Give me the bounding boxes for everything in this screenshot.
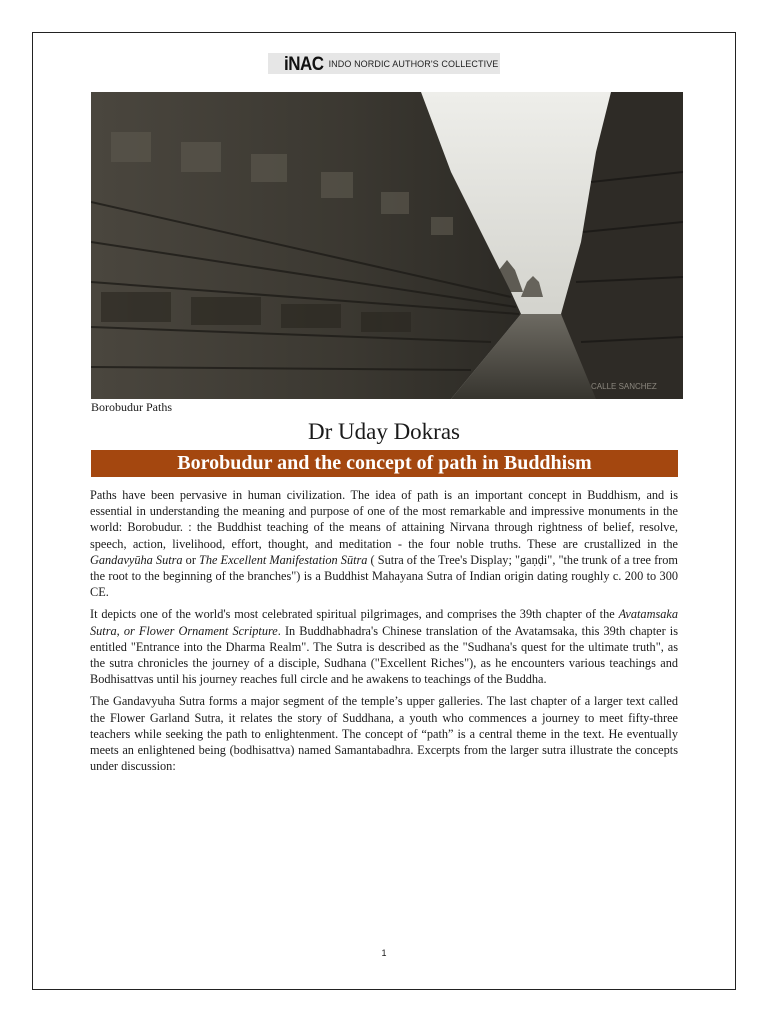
article-body [90, 487, 678, 780]
publisher-logo [268, 53, 500, 74]
text-segment: . In Buddhabhadra's Chinese translation of the Avatamsaka, this 39th chapter is entitled "Entrance into the Dharma Realm". The Sutra is described as the "Sudhana's quest for the ultimate truth", as the sutra chronicles the journey of a disciple, Sudhana ("Excellent Riches"), as he encounters various teachings and Bodhisattvas until his journey reaches full circle and he awakens to teachings of the Buddha. [90, 623, 678, 687]
logo-mark: iNAC [284, 52, 324, 74]
italic-phrase: Avatamsaka Sutra, or Flower Ornament Scripture [90, 607, 678, 638]
photo-caption: Borobudur Paths [91, 400, 172, 414]
body-paragraph [90, 487, 678, 600]
text-segment: ( Sutra of the Tree's Display; "gaṇḍi", "the trunk of a tree from the root to the beginning of the branches") is a Buddhist Mahayana Sutra of Indian origin dating roughly c. 200 to 300 CE. [90, 552, 678, 600]
borobudur-photo-illustration [91, 92, 683, 399]
page-number: 1 [381, 948, 387, 958]
italic-phrase: Gandavyūha Sutra [90, 552, 183, 567]
body-paragraph [90, 606, 678, 687]
body-paragraph [90, 693, 678, 774]
photo-watermark: CALLE SANCHEZ [591, 382, 657, 391]
text-segment: It depicts one of the world's most celebrated spiritual pilgrimages, and comprises the 39th chapter of the [90, 607, 619, 622]
article-title: Borobudur and the concept of path in Buddhism [177, 452, 592, 474]
text-segment: or [182, 552, 200, 567]
logo-text: INDO NORDIC AUTHOR'S COLLECTIVE [328, 58, 499, 69]
italic-phrase: The Excellent Manifestation Sūtra [199, 552, 368, 567]
borobudur-photo [91, 92, 683, 399]
text-segment: Paths have been pervasive in human civilization. The idea of path is an important concept in Buddhism, and is essential in understanding the meaning and purpose of one of the most remarkable and impressive monuments in the world: Borobudur. : the Buddhist teaching of the means of attaining Nirvana through rightness of belief, resolve, speech, action, livelihood, effort, thought, and meditation - the four noble truths. These are crustallized in the [90, 488, 678, 551]
article-title-band [91, 450, 678, 477]
author-name: Dr Uday Dokras [307, 419, 460, 444]
text-segment: The Gandavyuha Sutra forms a major segment of the temple’s upper galleries. The last chapter of a larger text called the Flower Garland Sutra, it relates the story of Suddhana, a youth who commences a journey to meet fifty-three teachers while seeking the path to enlightenment. The concept of “path” is a central theme in the text. He eventually meets an enlightened being (bodhisattva) named Samantabadhra. Excerpts from the larger sutra illustrate the concepts under discussion: [90, 694, 678, 774]
